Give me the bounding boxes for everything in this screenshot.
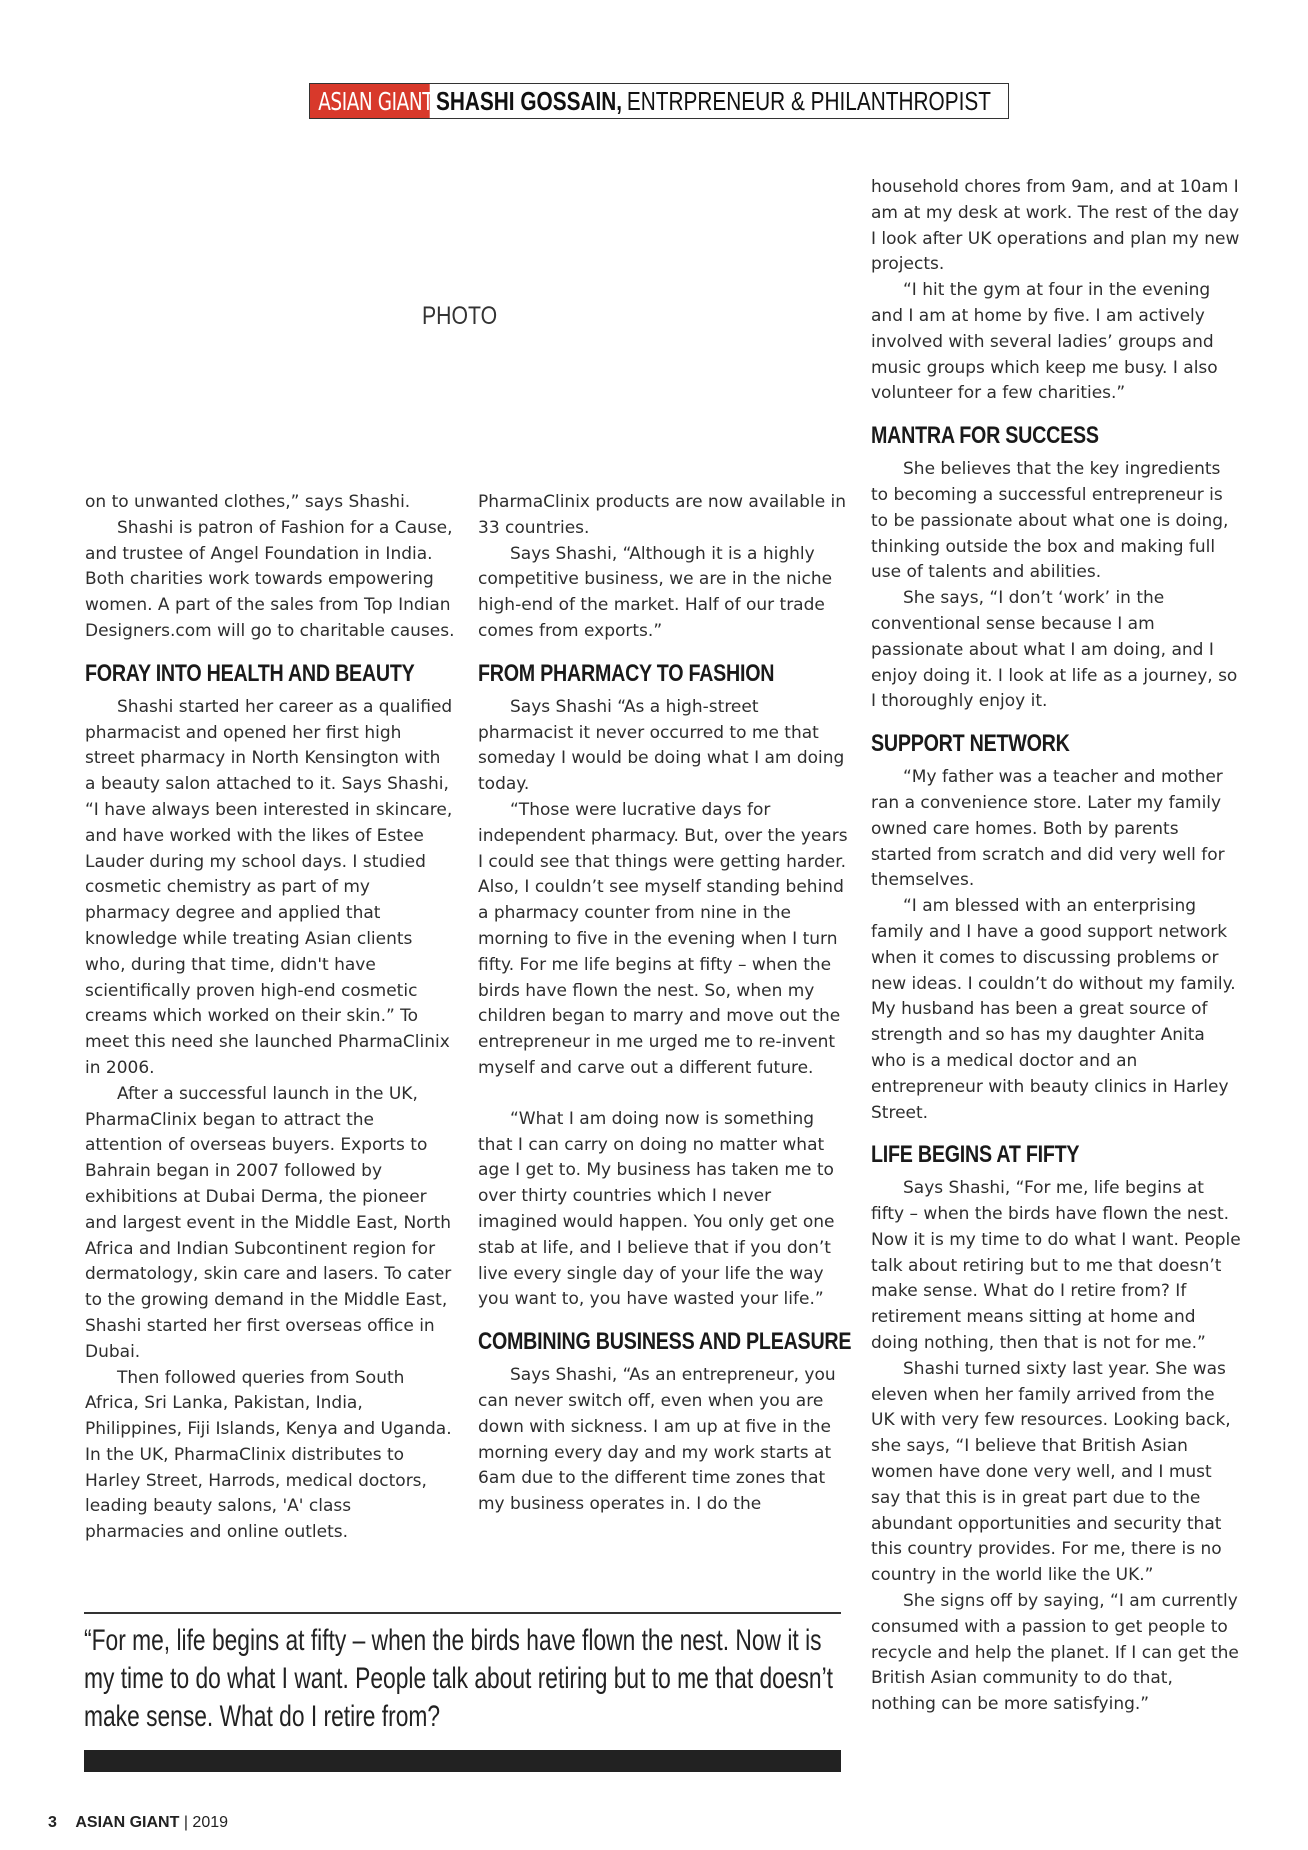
- paragraph: PharmaClinix products are now available in 33 countries.: [478, 492, 847, 538]
- paragraph: “I hit the gym at four in the evening and I am at home by five. I am actively involved with several ladies’ groups and music groups which keep me busy. I also volunteer for a few charities.”: [871, 280, 1218, 404]
- footer-separator: |: [183, 1814, 188, 1831]
- paragraph: “I am blessed with an enterprising family and I have a good support network when it comes to discussing problems or new ideas. I couldn’t do without my family. My husband has been a great source of strength and so has my daughter Anita who is a medical doctor and an entrepreneur with beauty clinics in Harley Street.: [871, 896, 1236, 1123]
- paragraph: household chores from 9am, and at 10am I am at my desk at work. The rest of the day I look after UK operations and plan my new projects.: [871, 177, 1240, 275]
- section-header: [309, 83, 1009, 119]
- page-number: 3: [48, 1814, 57, 1831]
- paragraph: Says Shashi, “For me, life begins at fifty – when the birds have flown the nest. Now it is my time to do what I want. People talk about retiring but to me that doesn’t make sense. What do I retire from? If retirement means sitting at home and doing nothing, then that is not for me.”: [871, 1178, 1241, 1354]
- paragraph: Shashi is patron of Fashion for a Cause, and trustee of Angel Foundation in India. Both charities work towards empowering women. A part of the sales from Top Indian Designers.com will go to charitable causes.: [85, 517, 455, 641]
- section-heading: SUPPORT NETWORK: [871, 730, 1070, 758]
- section-heading: COMBINING BUSINESS AND PLEASURE: [478, 1328, 852, 1356]
- paragraph: Says Shashi, “As an entrepreneur, you can never switch off, even when you are down with sickness. I am up at five in the morning every day and my work starts at 6am due to the different time zones that my business operates in. I do the: [478, 1365, 836, 1515]
- article-column-3: [871, 175, 1241, 1718]
- paragraph: on to unwanted clothes,” says Shashi.: [85, 492, 411, 512]
- paragraph: She says, “I don’t ‘work’ in the conventional sense because I am passionate about what I am doing, and I enjoy doing it. I look at life as a journey, so I thoroughly enjoy it.: [871, 588, 1238, 712]
- issue-year: 2019: [192, 1814, 229, 1831]
- paragraph: Shashi turned sixty last year. She was eleven when her family arrived from the UK with very few resources. Looking back, she says, “I believe that British Asian women have done very well, and I must say that this is in great part due to the abundant opportunities and security that this country provides. For me, there is no country in the world like the UK.”: [871, 1358, 1231, 1586]
- paragraph: “Those were lucrative days for independent pharmacy. But, over the years I could see that things were getting harder. Also, I couldn’t see myself standing behind a pharmacy counter from nine in the morning to five in the evening when I turn fifty. For me life begins at fifty – when the birds have flown the nest. So, when my children began to marry and move out the entrepreneur in me urged me to re-invent myself and carve out a different future.: [478, 799, 848, 1078]
- pull-quote-bar: [84, 1750, 841, 1772]
- section-heading: FORAY INTO HEALTH AND BEAUTY: [85, 659, 415, 687]
- pull-quote-text: “For me, life begins at fifty – when the birds have flown the nest. Now it is my time to do what I want. People talk about retiring but to me that doesn’t make sense. What do I retire from?: [84, 1624, 834, 1733]
- paragraph: “What I am doing now is something that I can carry on doing no matter what age I get to. My business has taken me to over thirty countries which I never imagined would happen. You only get one stab at life, and I believe that if you don’t live every single day of your life the way you want to, you have wasted your life.”: [478, 1108, 835, 1310]
- section-tag: ASIAN GIANT: [310, 84, 430, 118]
- section-heading: FROM PHARMACY TO FASHION: [478, 659, 775, 687]
- paragraph: Says Shashi, “Although it is a highly competitive business, we are in the niche high-end of the market. Half of our trade comes from exports.”: [478, 543, 833, 641]
- paragraph: Says Shashi “As a high-street pharmacist it never occurred to me that someday I would be doing what I am doing today.: [478, 696, 845, 795]
- paragraph: She signs off by saying, “I am currently consumed with a passion to get people to recycle and help the planet. If I can get the British Asian community to do that, nothing can be more satisfying.”: [871, 1591, 1239, 1715]
- paragraph: She believes that the key ingredients to becoming a successful entrepreneur is to be passionate about what one is doing, thinking outside the box and making full use of talents and abilities.: [871, 459, 1229, 583]
- section-heading: MANTRA FOR SUCCESS: [871, 422, 1099, 450]
- magazine-name: ASIAN GIANT: [75, 1814, 180, 1831]
- section-heading: LIFE BEGINS AT FIFTY: [871, 1141, 1080, 1169]
- article-column-1: [85, 490, 455, 1546]
- photo-placeholder: PHOTO: [422, 302, 498, 330]
- person-role: ENTRPRENEUR & PHILANTHROPIST: [626, 85, 991, 116]
- page-footer: [48, 1814, 228, 1832]
- paragraph: “My father was a teacher and mother ran a convenience store. Later my family owned care homes. Both by parents started from scratch and did very well for themselves.: [871, 767, 1225, 891]
- person-name: SHASHI GOSSAIN,: [436, 85, 623, 116]
- paragraph: After a successful launch in the UK, PharmaClinix began to attract the attention of overseas buyers. Exports to Bahrain began in 2007 followed by exhibitions at Dubai Derma, the pioneer and largest event in the Middle East, North Africa and Indian Subcontinent region for dermatology, skin care and lasers. To cater to the growing demand in the Middle East, Shashi started her first overseas office in Dubai.: [85, 1083, 452, 1362]
- paragraph: Then followed queries from South Africa, Sri Lanka, Pakistan, India, Philippines, Fiji Islands, Kenya and Uganda. In the UK, PharmaClinix distributes to Harley Street, Harrods, medical doctors, leading beauty salons, 'A' class pharmacies and online outlets.: [85, 1367, 452, 1543]
- article-column-2: [478, 490, 852, 1518]
- paragraph: Shashi started her career as a qualified pharmacist and opened her first high street pharmacy in North Kensington with a beauty salon attached to it. Says Shashi, “I have always been interested in skincare, and have worked with the likes of Estee Lauder during my school days. I studied cosmetic chemistry as part of my pharmacy degree and applied that knowledge while treating Asian clients who, during that time, didn't have scientifically proven high-end cosmetic creams which worked on their skin.” To meet this need she launched PharmaClinix in 2006.: [85, 696, 453, 1078]
- pull-quote: [84, 1612, 841, 1736]
- header-title: [428, 84, 991, 118]
